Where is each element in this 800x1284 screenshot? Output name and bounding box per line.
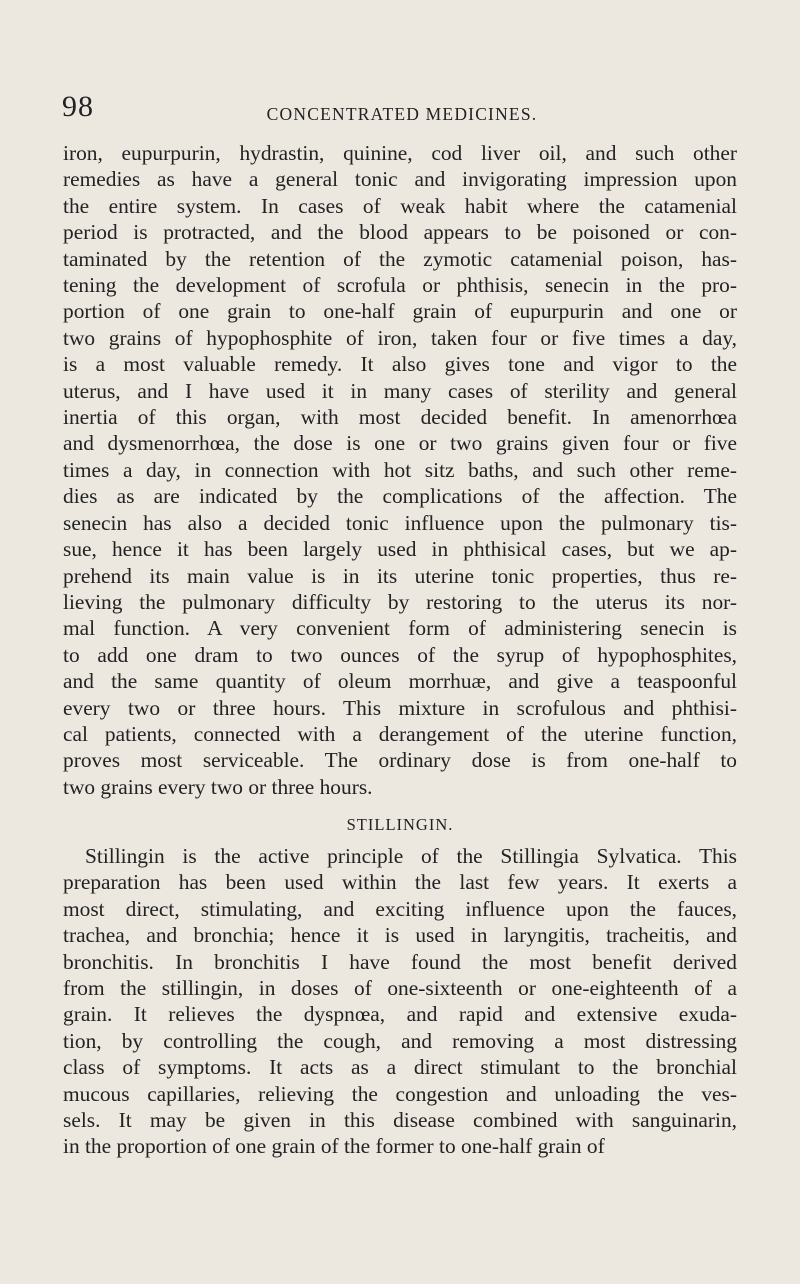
text-line: mal function. A very convenient form of administering senecin is	[63, 616, 737, 641]
text-line: sels. It may be given in this disease combined with sanguinarin,	[63, 1108, 737, 1133]
text-line: from the stillingin, in doses of one-sixteenth or one-eighteenth of a	[63, 976, 737, 1001]
text-line: tening the development of scrofula or phthisis, senecin in the pro-	[63, 273, 737, 298]
text-line: senecin has also a decided tonic influence upon the pulmonary tis-	[63, 510, 737, 535]
page-number: 98	[62, 90, 94, 123]
text-line: preparation has been used within the last few years. It exerts a	[63, 870, 737, 895]
text-line: mucous capillaries, relieving the congestion and unloading the ves-	[63, 1081, 737, 1106]
text-line: uterus, and I have used it in many cases of sterility and general	[63, 378, 737, 403]
text-line: and dysmenorrhœa, the dose is one or two grains given four or five	[63, 431, 737, 456]
text-line: the entire system. In cases of weak habit where the catamenial	[63, 193, 737, 218]
text-line: two grains every two or three hours.	[63, 774, 373, 799]
text-line: grain. It relieves the dyspnœa, and rapid and extensive exuda-	[63, 1002, 737, 1027]
text-line: portion of one grain to one-half grain of eupurpurin and one or	[63, 299, 737, 324]
text-line: every two or three hours. This mixture in scrofulous and phthisi-	[63, 695, 737, 720]
running-head: CONCENTRATED MEDICINES.	[266, 104, 538, 124]
text-line: bronchitis. In bronchitis I have found the most benefit derived	[63, 949, 737, 974]
text-line: dies as are indicated by the complications of the affection. The	[63, 484, 737, 509]
text-line: times a day, in connection with hot sitz baths, and such other reme-	[63, 457, 737, 482]
text-line: two grains of hypophosphite of iron, taken four or five times a day,	[63, 325, 737, 350]
text-line: and the same quantity of oleum morrhuæ, and give a teaspoonful	[63, 669, 737, 694]
text-line: to add one dram to two ounces of the syrup of hypophosphites,	[63, 642, 737, 667]
paragraph-senecin-continued	[63, 140, 737, 800]
text-line: remedies as have a general tonic and invigorating impression upon	[63, 167, 737, 192]
paragraph	[63, 843, 737, 1160]
text-line: proves most serviceable. The ordinary dose is from one-half to	[63, 748, 737, 773]
text-line: prehend its main value is in its uterine tonic properties, thus re-	[63, 563, 737, 588]
paragraph	[63, 140, 737, 800]
text-line: sue, hence it has been largely used in phthisical cases, but we ap-	[63, 537, 737, 562]
text-line: period is protracted, and the blood appears to be poisoned or con-	[63, 220, 737, 245]
page-header	[62, 90, 742, 130]
text-line: tion, by controlling the cough, and removing a most distressing	[63, 1028, 737, 1053]
paragraph-stillingin	[63, 843, 737, 1160]
section-heading: STILLINGIN.	[346, 815, 454, 834]
text-line: lieving the pulmonary difficulty by restoring to the uterus its nor-	[63, 589, 737, 614]
text-line: is a most valuable remedy. It also gives tone and vigor to the	[63, 352, 737, 377]
text-line: cal patients, connected with a derangement of the uterine function,	[63, 721, 737, 746]
text-line: inertia of this organ, with most decided benefit. In amenorrhœa	[63, 405, 737, 430]
text-line: class of symptoms. It acts as a direct stimulant to the bronchial	[63, 1055, 737, 1080]
text-line: iron, eupurpurin, hydrastin, quinine, cod liver oil, and such other	[63, 141, 737, 165]
text-line: in the proportion of one grain of the former to one-half grain of	[63, 1134, 605, 1159]
text-line: most direct, stimulating, and exciting influence upon the fauces,	[63, 896, 737, 921]
text-line: trachea, and bronchia; hence it is used in laryngitis, tracheitis, and	[63, 923, 737, 948]
text-line: Stillingin is the active principle of the Stillingia Sylvatica. This	[85, 844, 737, 868]
text-line: taminated by the retention of the zymotic catamenial poison, has-	[63, 246, 737, 271]
